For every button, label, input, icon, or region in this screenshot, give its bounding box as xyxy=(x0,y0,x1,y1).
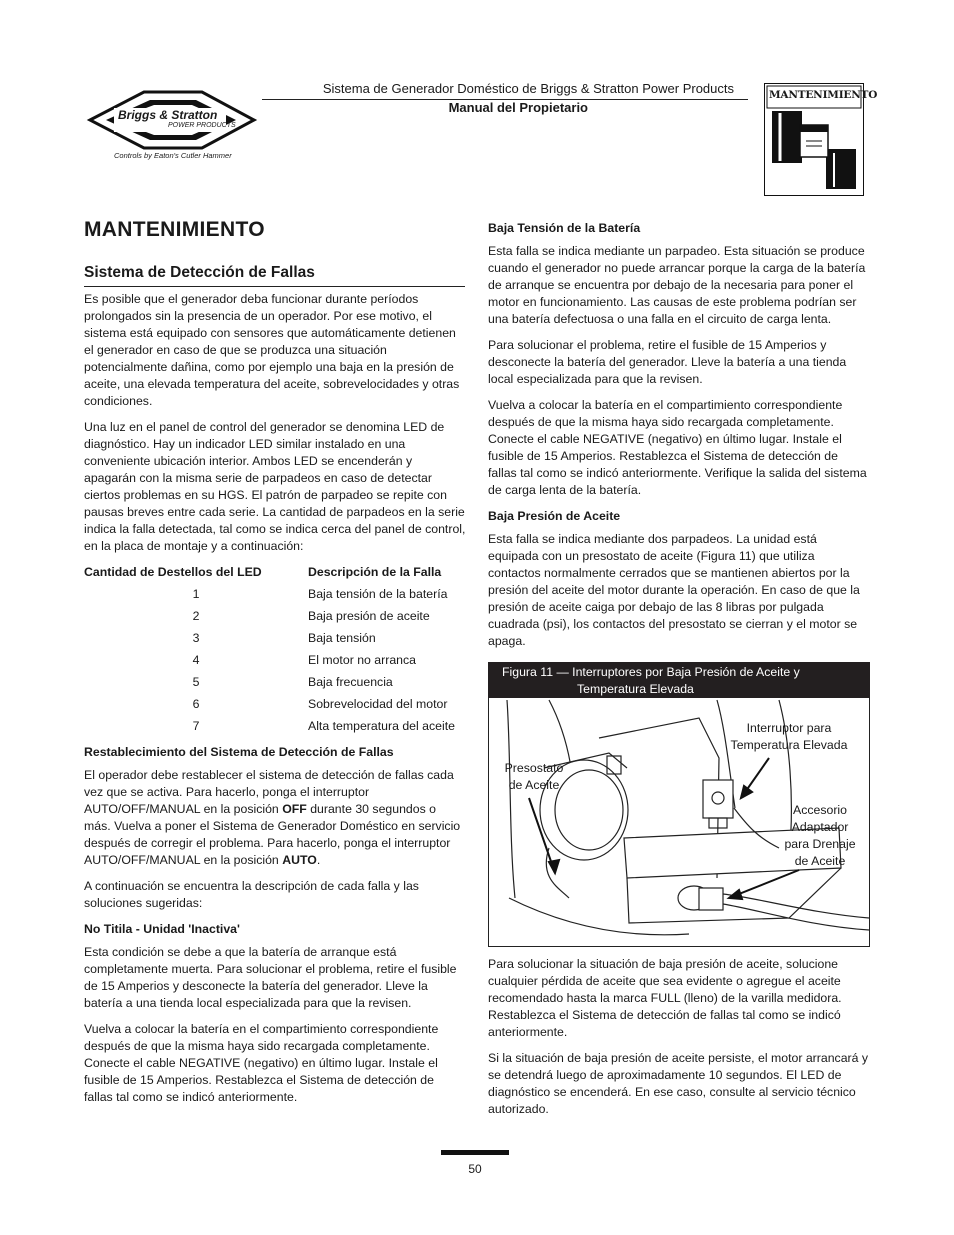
table-cell-desc: Baja tensión de la batería xyxy=(308,587,448,601)
reset-text-b: durante 30 segundos o más. Vuelva a poner el Sistema de Generador Doméstico en servicio después de corregir el problema. Para hacerlo, ponga el interruptor AUTO/OFF/MANUAL en la posición xyxy=(84,802,461,867)
table-row xyxy=(84,652,466,674)
section-title: Sistema de Detección de Fallas xyxy=(84,264,315,281)
label-temperature-line-1: Interruptor para xyxy=(746,721,832,735)
briggs-stratton-logo xyxy=(84,88,264,168)
figure-caption-line-1: Figura 11 — Interruptores por Baja Presión de Aceite y xyxy=(502,665,800,679)
label-acc-line-2: Adaptador xyxy=(791,820,849,834)
table-row xyxy=(84,608,466,630)
label-acc-line-3: para Drenaje xyxy=(784,837,856,851)
header-title: Sistema de Generador Doméstico de Briggs & Stratton Power Products xyxy=(322,81,734,96)
battery-heading: Baja Tensión de la Batería xyxy=(488,221,641,235)
battery-paragraph-3: Vuelva a colocar la batería en el compartimiento correspondiente después de que la misma haya sido recargada completamente. Conecte el cable NEGATIVE (negativo) en último lugar. Instale el fusible de 15 Amperios. Restablezca el Sistema de detección de fallas tal como se indicó anteriormente. Verifique la salida del sistema de carga lenta de la batería. xyxy=(488,398,867,497)
footer-bar xyxy=(441,1150,509,1155)
section-rule xyxy=(84,286,465,287)
label-temperature-switch xyxy=(719,720,859,754)
table-cell-count: 7 xyxy=(192,719,200,733)
left-column xyxy=(84,291,466,1115)
table-row xyxy=(84,718,466,740)
no-flash-paragraph-1: Esta condición se debe a que la batería de arranque está completamente muerta. Para solucionar el problema, retire el fusible de 15 Amperios y desconecte la batería del generador. Lleve la batería a una tienda local especializada para que la revisen. xyxy=(84,945,457,1010)
table-row xyxy=(84,696,466,718)
figure-caption xyxy=(488,662,870,698)
logo-brand: Briggs & Stratton xyxy=(118,108,218,122)
solution-paragraph-1: Para solucionar la situación de baja presión de aceite, solucione cualquier pérdida de aceite que sea evidente o agregue el aceite recomendado hasta la marca FULL (lleno) de la varilla medidora. Restablezca el Sistema de detección de fallas tal como se indicó anteriormente. xyxy=(488,957,842,1039)
table-cell-count: 6 xyxy=(192,697,200,711)
figure-caption-line-2: Temperatura Elevada xyxy=(577,682,694,696)
right-column-top xyxy=(488,220,870,659)
logo-tagline: POWER PRODUCTS xyxy=(168,122,236,129)
oil-pressure-heading: Baja Presión de Aceite xyxy=(488,509,621,523)
label-acc-line-4: de Aceite xyxy=(794,854,846,868)
badge-label: MANTENIMIENTO xyxy=(769,89,878,101)
table-cell-count: 2 xyxy=(192,609,200,623)
reset-heading: Restablecimiento del Sistema de Detección de Fallas xyxy=(84,745,394,759)
table-cell-desc: Baja presión de aceite xyxy=(308,609,430,623)
led-fault-table xyxy=(84,564,466,740)
header-subtitle: Manual del Propietario xyxy=(448,100,588,115)
table-header-row xyxy=(84,564,466,586)
reset-auto-word: AUTO xyxy=(282,853,317,867)
table-cell-desc: Baja tensión xyxy=(308,631,376,645)
maintenance-badge xyxy=(764,83,878,196)
reset-off-word: OFF xyxy=(282,802,307,816)
table-col-flashes: Cantidad de Destellos del LED xyxy=(84,565,262,579)
reset-paragraph xyxy=(84,767,466,869)
table-row xyxy=(84,586,466,608)
table-cell-count: 3 xyxy=(192,631,200,645)
label-preso-line-2: de Aceite xyxy=(508,778,560,792)
right-column-bottom xyxy=(488,956,870,1127)
label-acc-line-1: Accesorio xyxy=(793,803,847,817)
solution-paragraph-2: Si la situación de baja presión de aceite persiste, el motor arrancará y se detendrá luego de aproximadamente 10 segundos. El LED de diagnóstico se encenderá. En ese caso, consulte al servicio técnico autorizado. xyxy=(488,1051,869,1116)
label-oil-pressure-switch xyxy=(495,760,573,794)
table-cell-count: 5 xyxy=(192,675,200,689)
page-title: MANTENIMIENTO xyxy=(84,218,265,241)
no-flash-paragraph-2: Vuelva a colocar la batería en el compartimiento correspondiente después de que la misma haya sido recargada completamente. Conecte el cable NEGATIVE (negativo) en último lugar. Instale el fusible de 15 Amperios. Restablezca el Sistema de detección de fallas tal como se indicó anteriormente. xyxy=(84,1022,439,1104)
logo-controls: Controls by Eaton's Cutler Hammer xyxy=(114,151,232,160)
table-cell-desc: Sobrevelocidad del motor xyxy=(308,697,448,711)
table-row xyxy=(84,630,466,652)
reset-text-a: El operador debe restablecer el sistema de detección de fallas cada vez que se activa. Para hacerlo, ponga el interruptor AUTO/OFF/MANUAL en la posición xyxy=(84,768,454,816)
table-cell-count: 4 xyxy=(192,653,200,667)
no-flash-heading: No Titila - Unidad 'Inactiva' xyxy=(84,922,240,936)
intro-paragraph: Es posible que el generador deba funcionar durante períodos prolongados sin la presencia de un operador. Por ese motivo, el sistema está equipado con sensores que automáticamente detienen el generador en caso de que se produzca una situación potencialmente dañina, como por ejemplo una baja en la presión de aceite, una elevada temperatura del aceite, sobrevelocidades y otras condiciones. xyxy=(84,292,460,408)
label-preso-line-1: Presostato xyxy=(504,761,564,775)
table-cell-desc: Baja frecuencia xyxy=(308,675,393,689)
table-cell-count: 1 xyxy=(192,587,200,601)
label-drain-adapter xyxy=(775,802,865,870)
figure-11-illustration xyxy=(488,698,870,947)
table-col-description: Descripción de la Falla xyxy=(308,565,442,579)
oil-pressure-paragraph: Esta falla se indica mediante dos parpadeos. La unidad está equipada con un presostato de aceite (Figura 11) que utiliza contactos normalmente cerrados que se mantienen abiertos por la presión del aceite del motor durante la operación. En caso de que la presión de aceite caiga por debajo de las 8 libras por pulgada cuadrada (psi), los contactos del presostato se cierran y el motor se apaga. xyxy=(488,532,860,648)
table-cell-desc: Alta temperatura del aceite xyxy=(308,719,455,733)
led-paragraph: Una luz en el panel de control del generador se denomina LED de diagnóstico. Hay un indicador LED similar instalado en una conveniente ubicación interior. Ambos LED se encenderán y apagarán con la misma serie de parpadeos en caso de detectar ciertos problemas en su HGS. El patrón de parpadeo se repite con pausas breves entre cada serie. La cantidad de parpadeos en la serie indica la falla detectada, tal como se indica cerca del panel de control, en la placa de montaje y a continuación: xyxy=(84,420,466,553)
table-cell-desc: El motor no arranca xyxy=(308,653,416,667)
label-temperature-line-2: Temperatura Elevada xyxy=(730,738,848,752)
page-number: 50 xyxy=(468,1162,482,1176)
battery-paragraph-1: Esta falla se indica mediante un parpadeo. Esta situación se produce cuando el generador no puede arrancar porque la carga de la batería de arranque se encuentra por debajo de la necesaria para poner el motor en funcionamiento. Las causas de este problema podrían ser una batería defectuosa o una falla en el circuito de carga lenta. xyxy=(488,244,866,326)
battery-paragraph-2: Para solucionar el problema, retire el fusible de 15 Amperios y desconecte la batería del generador. Lleve la batería a una tienda local especializada para que la revisen. xyxy=(488,338,847,386)
next-paragraph: A continuación se encuentra la descripción de cada falla y las soluciones sugeridas: xyxy=(84,879,419,910)
table-row xyxy=(84,674,466,696)
reset-text-c: . xyxy=(316,853,321,867)
